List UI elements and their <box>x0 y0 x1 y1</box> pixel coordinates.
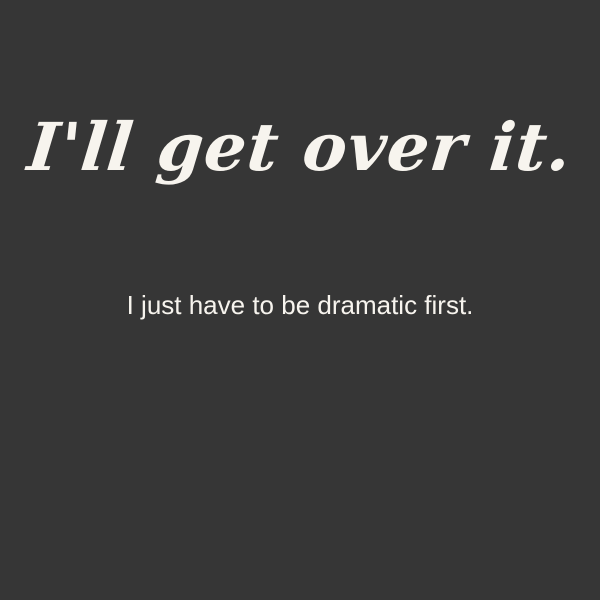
subline-text: I just have to be dramatic first. <box>126 290 474 320</box>
headline-text: I'll get over it. <box>24 108 576 186</box>
